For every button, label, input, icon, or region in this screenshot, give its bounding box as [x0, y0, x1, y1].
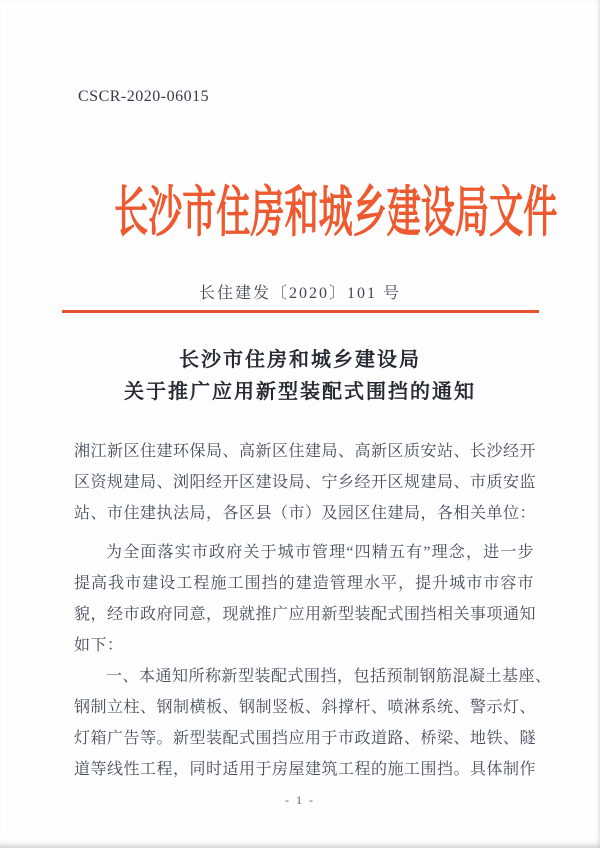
doc-title-line-2: 关于推广应用新型装配式围挡的通知 [124, 381, 476, 403]
page-number: - 1 - [285, 793, 315, 807]
body-line: 站、市住建执法局，各区县（市）及园区住建局，各相关单位： [74, 505, 537, 522]
body-line: 灯箱广告等。新型装配式围挡应用于市政道路、桥梁、地铁、隧 [74, 730, 537, 747]
body-line: 一、本通知所称新型装配式围挡，包括预制钢筋混凝土基座、 [106, 668, 552, 685]
doc-number: 长住建发〔2020〕101 号 [198, 285, 401, 302]
body-line: 提高我市建设工程施工围挡的建造管理水平，提升城市市容市 [74, 575, 534, 592]
document-body [74, 436, 552, 785]
intro-paragraph [74, 537, 537, 661]
body-line: 如下： [74, 637, 124, 654]
item-one-paragraph [74, 661, 552, 785]
body-line: 湘江新区住建环保局、高新区住建局、高新区质安站、长沙经开 [74, 443, 537, 460]
red-separator-rule [62, 310, 539, 313]
paragraph-gap [74, 529, 534, 537]
body-line: 钢制立柱、钢制横板、钢制竖板、斜撑杆、喷淋系统、警示灯、 [74, 699, 537, 716]
masthead-title: 长沙市住房和城乡建设局文件 [114, 182, 558, 243]
recipients-paragraph [74, 436, 537, 529]
doc-reference-code: CSCR-2020-06015 [78, 88, 210, 105]
doc-title-line-1: 长沙市住房和城乡建设局 [179, 349, 421, 371]
body-line: 貌，经市政府同意，现就推广应用新型装配式围挡相关事项通知 [74, 606, 537, 623]
body-line: 区资规建局、浏阳经开区建设局、宁乡经开区规建局、市质安监 [74, 474, 537, 491]
body-line: 为全面落实市政府关于城市管理“四精五有”理念，进一步 [106, 544, 534, 561]
doc-title [0, 344, 600, 408]
body-line: 道等线性工程，同时适用于房屋建筑工程的施工围挡。具体制作 [74, 761, 537, 778]
